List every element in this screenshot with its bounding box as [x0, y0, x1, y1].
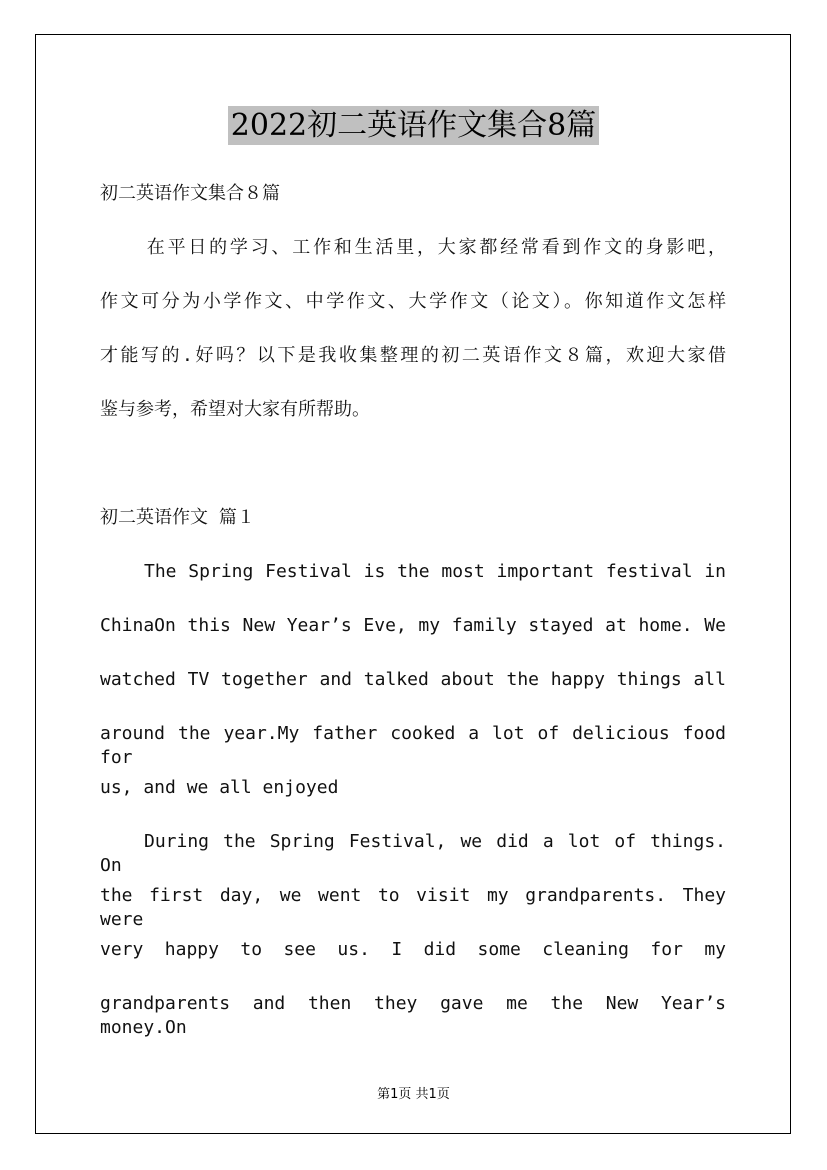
intro-line: 才能写的.好吗？以下是我收集整理的初二英语作文８篇，欢迎大家借 — [100, 345, 726, 366]
essay-line: us, and we all enjoyed — [100, 777, 339, 798]
intro-line: 鉴与参考，希望对大家有所帮助。 — [100, 399, 370, 420]
page-footer: 第1页 共1页 — [377, 1087, 450, 1102]
section-heading: 初二英语作文 篇１ — [100, 507, 255, 528]
document-title: 2022初二英语作文集合8篇 — [0, 100, 827, 144]
essay-line: The Spring Festival is the most important festival in — [144, 561, 726, 582]
intro-line: 在平日的学习、工作和生活里，大家都经常看到作文的身影吧， — [144, 237, 726, 258]
essay-line: grandparents and then they gave me the New Year’s money.On — [100, 993, 726, 1038]
document-subtitle: 初二英语作文集合８篇 — [100, 183, 280, 204]
intro-line: 作文可分为小学作文、中学作文、大学作文（论文）。你知道作文怎样 — [100, 291, 726, 312]
essay-line: very happy to see us. I did some cleaning for my — [100, 939, 726, 960]
essay-line: watched TV together and talked about the happy things all — [100, 669, 726, 690]
essay-line: During the Spring Festival, we did a lot of things. On — [100, 831, 726, 876]
essay-line: ChinaOn this New Year’s Eve, my family stayed at home. We — [100, 615, 726, 636]
essay-line: the first day, we went to visit my grandparents. They were — [100, 885, 726, 930]
essay-line: around the year.My father cooked a lot of delicious food for — [100, 723, 726, 768]
